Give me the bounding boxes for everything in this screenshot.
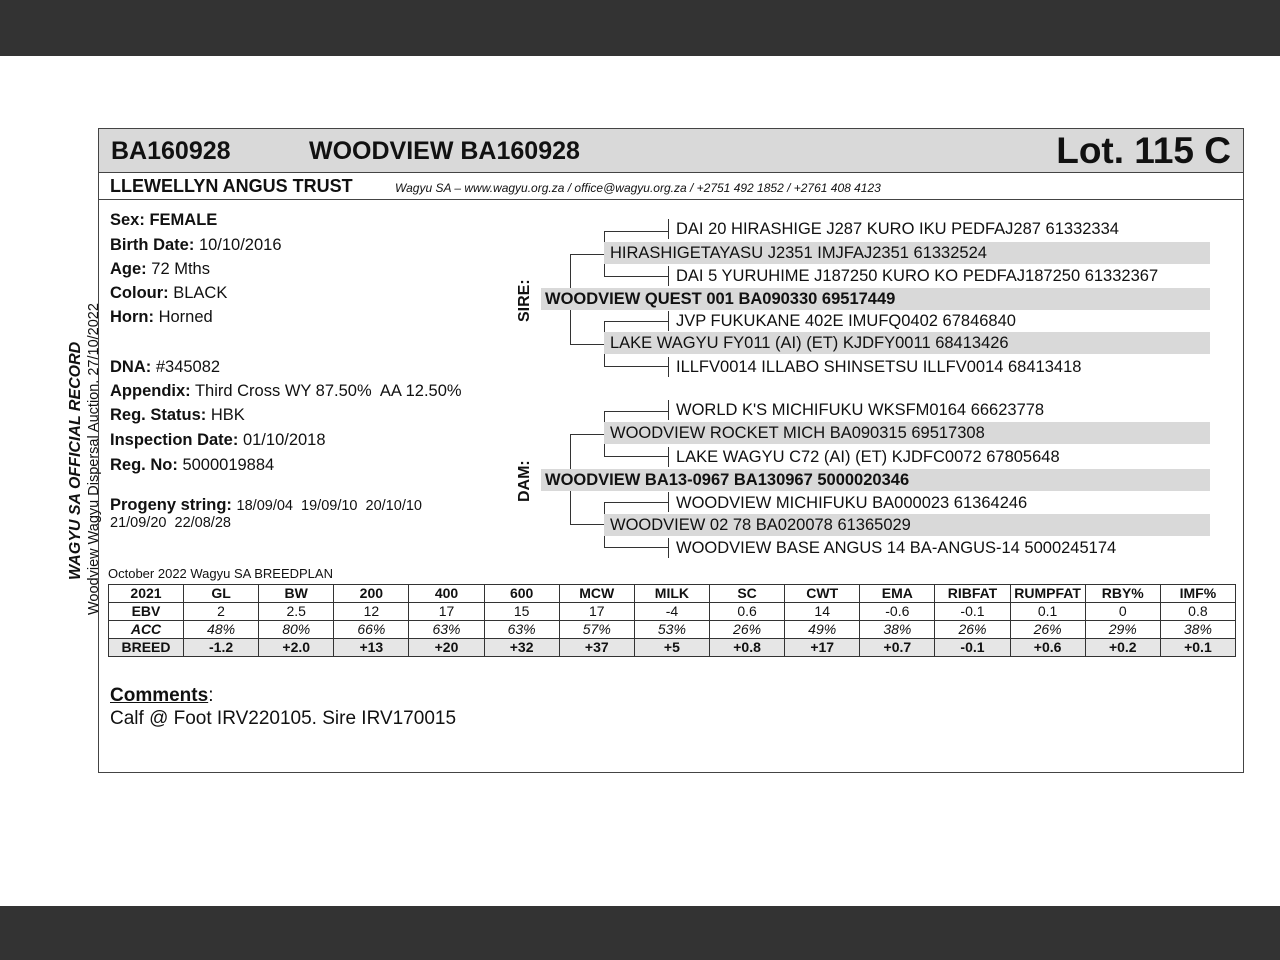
column-header: MCW bbox=[559, 585, 634, 603]
sire-dam-dam: ILLFV0014 ILLABO SHINSETSU ILLFV0014 68413418 bbox=[676, 358, 1082, 376]
sire-bracket bbox=[570, 344, 604, 345]
horn-value: Horned bbox=[158, 308, 213, 326]
tick bbox=[668, 357, 669, 377]
table-cell: 38% bbox=[860, 621, 935, 639]
dna-row bbox=[110, 358, 220, 377]
column-header: 200 bbox=[334, 585, 409, 603]
dam-sire: WOODVIEW ROCKET MICH BA090315 69517308 bbox=[604, 422, 1210, 444]
dna-value: #345082 bbox=[155, 358, 221, 376]
table-cell: +32 bbox=[484, 639, 559, 657]
sire-dam: LAKE WAGYU FY011 (AI) (ET) KJDFY0011 68413426 bbox=[604, 332, 1210, 354]
dam-sire-dam: LAKE WAGYU C72 (AI) (ET) KJDFC0072 67805648 bbox=[676, 448, 1060, 466]
column-header: RBY% bbox=[1085, 585, 1160, 603]
column-header: BW bbox=[259, 585, 334, 603]
owner-name: LLEWELLYN ANGUS TRUST bbox=[110, 176, 353, 196]
table-cell: +0.6 bbox=[1010, 639, 1085, 657]
table-cell: +0.2 bbox=[1085, 639, 1160, 657]
tick bbox=[668, 311, 669, 331]
table-row-breed bbox=[109, 639, 1236, 657]
inspection-value: 01/10/2018 bbox=[242, 431, 326, 449]
table-cell: 38% bbox=[1160, 621, 1235, 639]
table-cell: 2 bbox=[184, 603, 259, 621]
table-cell: 0.1 bbox=[1010, 603, 1085, 621]
sire-bracket bbox=[570, 254, 604, 255]
lot-number: Lot. 115 C bbox=[1056, 130, 1231, 171]
column-header: RIBFAT bbox=[935, 585, 1010, 603]
reg-status-row bbox=[110, 406, 245, 425]
birth-label: Birth Date: bbox=[110, 236, 195, 254]
horn-row bbox=[110, 308, 213, 327]
table-cell: BREED bbox=[109, 639, 184, 657]
column-header: 2021 bbox=[109, 585, 184, 603]
dam-dam-sire: WOODVIEW MICHIFUKU BA000023 61364246 bbox=[676, 494, 1028, 512]
sire-sire-sire: DAI 20 HIRASHIGE J287 KURO IKU PEDFAJ287 61332334 bbox=[676, 220, 1119, 238]
comments-colon: : bbox=[208, 685, 214, 706]
sire-sire-bracket bbox=[604, 231, 668, 232]
appendix-label: Appendix: bbox=[110, 382, 191, 400]
column-header: GL bbox=[184, 585, 259, 603]
reg-no-row bbox=[110, 456, 274, 475]
table-cell: 17 bbox=[409, 603, 484, 621]
column-header: IMF% bbox=[1160, 585, 1235, 603]
breedplan-title: October 2022 Wagyu SA BREEDPLAN bbox=[108, 566, 333, 581]
reg-no-label: Reg. No: bbox=[110, 456, 178, 474]
sire-label: SIRE: bbox=[516, 279, 533, 322]
reg-status-label: Reg. Status: bbox=[110, 406, 207, 424]
table-cell: +17 bbox=[785, 639, 860, 657]
comments-label: Comments bbox=[110, 685, 209, 706]
colour-label: Colour: bbox=[110, 284, 169, 302]
dam-bracket bbox=[570, 524, 604, 525]
table-cell: 48% bbox=[184, 621, 259, 639]
birth-row bbox=[110, 236, 282, 255]
table-cell: 63% bbox=[484, 621, 559, 639]
sex-label: Sex: bbox=[110, 211, 145, 229]
progeny-value-2: 21/09/20 22/08/28 bbox=[110, 515, 231, 531]
table-cell: 12 bbox=[334, 603, 409, 621]
age-label: Age: bbox=[110, 260, 147, 278]
column-header: SC bbox=[709, 585, 784, 603]
column-header: 600 bbox=[484, 585, 559, 603]
dam: WOODVIEW BA13-0967 BA130967 5000020346 bbox=[541, 469, 1210, 491]
table-cell: 0.8 bbox=[1160, 603, 1235, 621]
sire-sire-dam: DAI 5 YURUHIME J187250 KURO KO PEDFAJ187250 61332367 bbox=[676, 267, 1159, 285]
table-row-acc bbox=[109, 621, 1236, 639]
table-cell: +2.0 bbox=[259, 639, 334, 657]
comments-heading bbox=[110, 685, 213, 707]
inspection-label: Inspection Date: bbox=[110, 431, 239, 449]
colour-value: BLACK bbox=[173, 284, 228, 302]
dam-dam-bracket bbox=[604, 502, 668, 503]
animal-id: BA160928 bbox=[111, 137, 231, 165]
owner-row bbox=[99, 173, 1243, 200]
dam-sire-bracket bbox=[604, 411, 668, 412]
dam-dam-bracket bbox=[604, 547, 668, 548]
tick bbox=[668, 538, 669, 558]
table-cell: 29% bbox=[1085, 621, 1160, 639]
reg-no-value: 5000019884 bbox=[182, 456, 275, 474]
column-header: MILK bbox=[634, 585, 709, 603]
table-cell: +5 bbox=[634, 639, 709, 657]
reg-status-value: HBK bbox=[210, 406, 245, 424]
table-cell: 66% bbox=[334, 621, 409, 639]
table-cell: -4 bbox=[634, 603, 709, 621]
table-cell: 26% bbox=[709, 621, 784, 639]
dam-dam: WOODVIEW 02 78 BA020078 61365029 bbox=[604, 514, 1210, 536]
progeny-label: Progeny string: bbox=[110, 496, 232, 514]
table-cell: 15 bbox=[484, 603, 559, 621]
horn-label: Horn: bbox=[110, 308, 154, 326]
table-cell: ACC bbox=[109, 621, 184, 639]
auction-label: Woodview Wagyu Dispersal Auction. 27/10/2022 bbox=[86, 303, 102, 615]
table-cell: -0.6 bbox=[860, 603, 935, 621]
dam-bracket bbox=[570, 434, 604, 435]
table-cell: -0.1 bbox=[935, 603, 1010, 621]
table-header-row bbox=[109, 585, 1236, 603]
dam-sire-sire: WORLD K'S MICHIFUKU WKSFM0164 66623778 bbox=[676, 401, 1045, 419]
tick bbox=[668, 219, 669, 239]
table-cell: 26% bbox=[1010, 621, 1085, 639]
birth-value: 10/10/2016 bbox=[198, 236, 282, 254]
sex-value: FEMALE bbox=[149, 211, 218, 229]
sire-dam-bracket bbox=[604, 366, 668, 367]
table-cell: EBV bbox=[109, 603, 184, 621]
appendix-row bbox=[110, 382, 462, 401]
table-cell: 0.6 bbox=[709, 603, 784, 621]
column-header: CWT bbox=[785, 585, 860, 603]
dam-sire-bracket bbox=[604, 456, 668, 457]
table-cell: 57% bbox=[559, 621, 634, 639]
bottom-bar bbox=[0, 906, 1280, 960]
sex-row bbox=[110, 211, 217, 230]
sire-sire: HIRASHIGETAYASU J2351 IMJFAJ2351 61332524 bbox=[604, 242, 1210, 264]
comments-text: Calf @ Foot IRV220105. Sire IRV170015 bbox=[110, 708, 457, 729]
table-cell: 49% bbox=[785, 621, 860, 639]
tick bbox=[668, 400, 669, 420]
table-cell: +37 bbox=[559, 639, 634, 657]
table-cell: -1.2 bbox=[184, 639, 259, 657]
contact-info: Wagyu SA – www.wagyu.org.za / office@wagyu.org.za / +2751 492 1852 / +2761 408 4123 bbox=[395, 181, 881, 195]
colour-row bbox=[110, 284, 227, 303]
tick bbox=[668, 447, 669, 467]
appendix-value: Third Cross WY 87.50% AA 12.50% bbox=[194, 382, 462, 400]
table-cell: 17 bbox=[559, 603, 634, 621]
column-header: RUMPFAT bbox=[1010, 585, 1085, 603]
table-cell: +0.7 bbox=[860, 639, 935, 657]
progeny-row bbox=[110, 496, 422, 515]
table-cell: 14 bbox=[785, 603, 860, 621]
table-cell: 0 bbox=[1085, 603, 1160, 621]
column-header: EMA bbox=[860, 585, 935, 603]
table-cell: 26% bbox=[935, 621, 1010, 639]
tick bbox=[668, 266, 669, 286]
breedplan-table bbox=[108, 584, 1236, 657]
sire: WOODVIEW QUEST 001 BA090330 69517449 bbox=[541, 288, 1210, 310]
table-cell: +0.8 bbox=[709, 639, 784, 657]
dam-dam-dam: WOODVIEW BASE ANGUS 14 BA-ANGUS-14 5000245174 bbox=[676, 539, 1117, 557]
official-record-label: WAGYU SA OFFICIAL RECORD bbox=[67, 341, 84, 580]
table-cell: +13 bbox=[334, 639, 409, 657]
table-cell: +20 bbox=[409, 639, 484, 657]
sire-sire-bracket bbox=[604, 276, 668, 277]
dna-label: DNA: bbox=[110, 358, 152, 376]
dam-label: DAM: bbox=[516, 460, 533, 502]
table-row-ebv bbox=[109, 603, 1236, 621]
animal-name: WOODVIEW BA160928 bbox=[309, 137, 580, 165]
progeny-value-1: 18/09/04 19/09/10 20/10/10 bbox=[236, 498, 422, 514]
table-cell: 2.5 bbox=[259, 603, 334, 621]
sire-dam-bracket bbox=[604, 321, 668, 322]
tick bbox=[668, 492, 669, 512]
table-cell: 80% bbox=[259, 621, 334, 639]
table-cell: 63% bbox=[409, 621, 484, 639]
table-cell: +0.1 bbox=[1160, 639, 1235, 657]
age-row bbox=[110, 260, 210, 279]
card-header bbox=[99, 129, 1243, 173]
age-value: 72 Mths bbox=[151, 260, 210, 278]
table-cell: 53% bbox=[634, 621, 709, 639]
sire-dam-sire: JVP FUKUKANE 402E IMUFQ0402 67846840 bbox=[676, 312, 1016, 330]
column-header: 400 bbox=[409, 585, 484, 603]
table-cell: -0.1 bbox=[935, 639, 1010, 657]
inspection-row bbox=[110, 431, 326, 450]
top-bar bbox=[0, 0, 1280, 56]
